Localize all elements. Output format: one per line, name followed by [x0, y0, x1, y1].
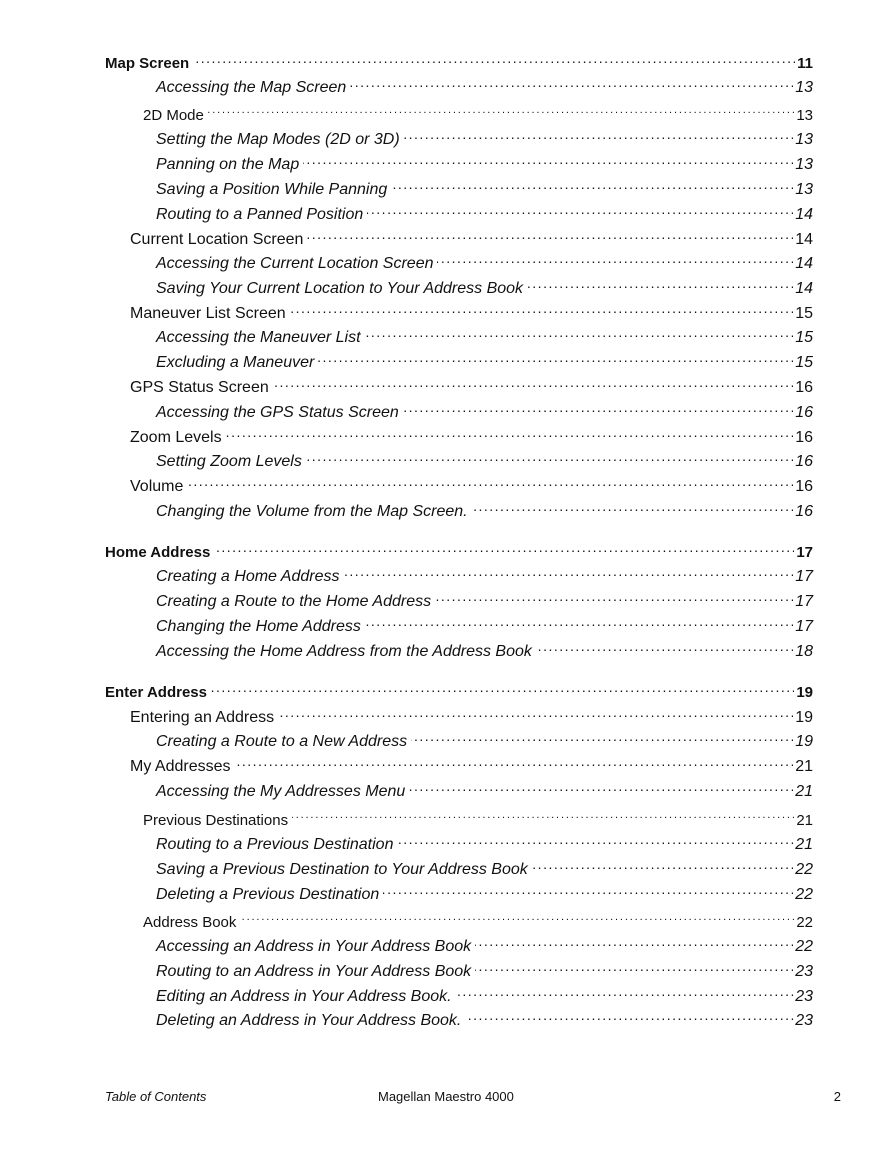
- dot-leader: [397, 829, 793, 849]
- toc-entry-title: Map Screen: [105, 55, 190, 72]
- toc-entry-title: Entering an Address: [130, 709, 275, 726]
- toc-entry-page: 23: [795, 988, 813, 1005]
- toc-entry-title: Previous Destinations: [143, 812, 289, 829]
- toc-entry-title: Deleting an Address in Your Address Book.: [156, 1012, 462, 1029]
- toc-entry[interactable]: [156, 1005, 813, 1031]
- toc-entry-page: 15: [795, 329, 813, 346]
- toc-entry-title: Creating a Home Address: [156, 568, 340, 585]
- toc-entry-title: Editing an Address in Your Address Book.: [156, 988, 452, 1005]
- toc-entry[interactable]: [156, 397, 813, 423]
- toc-entry-page: 21: [795, 758, 813, 775]
- toc-entry[interactable]: [156, 322, 813, 348]
- toc-entry-page: 21: [796, 812, 813, 829]
- toc-entry-page: 18: [795, 643, 813, 660]
- toc-entry-page: 11: [797, 55, 813, 72]
- toc-entry-title: Routing to a Previous Destination: [156, 836, 394, 853]
- toc-entry-title: Routing to an Address in Your Address Book: [156, 963, 472, 980]
- toc-entry[interactable]: [156, 636, 813, 662]
- toc-entry-title: Deleting a Previous Destination: [156, 886, 380, 903]
- toc-entry-page: 14: [795, 255, 813, 272]
- toc-entry[interactable]: [156, 981, 813, 1007]
- toc-entry-page: 22: [796, 914, 813, 931]
- toc-entry-title: Routing to a Panned Position: [156, 206, 364, 223]
- toc-entry-page: 16: [795, 478, 813, 495]
- dot-leader: [536, 636, 793, 656]
- dot-leader: [475, 956, 793, 976]
- footer-product-name: Magellan Maestro 4000: [378, 1089, 514, 1104]
- toc-entry-page: 13: [795, 131, 813, 148]
- toc-entry-page: 17: [795, 618, 813, 635]
- dot-leader: [278, 702, 793, 722]
- toc-entry-page: 16: [795, 379, 813, 396]
- toc-entry-title: Setting the Map Modes (2D or 3D): [156, 131, 400, 148]
- toc-entry-page: 22: [795, 886, 813, 903]
- dot-leader: [306, 446, 793, 466]
- toc-entry-title: Accessing the Map Screen: [156, 79, 347, 96]
- toc-entry-title: Accessing the Maneuver List: [156, 329, 361, 346]
- toc-entry[interactable]: [156, 854, 813, 880]
- toc-entry-title: Accessing an Address in Your Address Book: [156, 938, 472, 955]
- toc-entry-title: My Addresses: [130, 758, 231, 775]
- toc-entry[interactable]: [156, 611, 813, 637]
- toc-entry[interactable]: [156, 347, 813, 373]
- toc-entry[interactable]: [156, 931, 813, 957]
- toc-chapter-entry[interactable]: [105, 48, 813, 74]
- toc-entry[interactable]: [156, 149, 813, 175]
- toc-entry[interactable]: [156, 124, 813, 150]
- dot-leader: [226, 422, 794, 442]
- toc-entry-title: Zoom Levels: [130, 429, 222, 446]
- dot-leader: [411, 726, 793, 746]
- dot-leader: [187, 471, 793, 491]
- toc-entry[interactable]: [143, 907, 813, 933]
- toc-entry[interactable]: [156, 586, 813, 612]
- toc-entry-title: Excluding a Maneuver: [156, 354, 315, 371]
- dot-leader: [292, 805, 794, 825]
- toc-entry-title: Setting Zoom Levels: [156, 453, 302, 470]
- toc-entry-page: 13: [795, 181, 813, 198]
- toc-entry[interactable]: [130, 298, 813, 324]
- toc-entry-title: GPS Status Screen: [130, 379, 269, 396]
- dot-leader: [303, 149, 793, 169]
- toc-entry[interactable]: [156, 248, 813, 274]
- toc-entry-page: 19: [795, 733, 813, 750]
- dot-leader: [409, 776, 793, 796]
- dot-leader: [318, 347, 793, 367]
- toc-entry-page: 23: [795, 1012, 813, 1029]
- toc-entry-title: Accessing the GPS Status Screen: [156, 404, 399, 421]
- toc-entry-page: 14: [795, 280, 813, 297]
- dot-leader: [214, 537, 794, 557]
- toc-entry[interactable]: [156, 956, 813, 982]
- toc-entry-title: Enter Address: [105, 684, 207, 701]
- toc-entry-page: 17: [796, 544, 813, 561]
- toc-entry[interactable]: [130, 422, 813, 448]
- dot-leader: [367, 199, 793, 219]
- dot-leader: [208, 100, 794, 120]
- dot-leader: [404, 124, 794, 144]
- dot-leader: [211, 677, 794, 697]
- dot-leader: [403, 397, 793, 417]
- toc-entry-title: Panning on the Map: [156, 156, 300, 173]
- toc-entry-page: 14: [795, 206, 813, 223]
- toc-entry[interactable]: [130, 224, 813, 250]
- toc-entry-title: Current Location Screen: [130, 231, 304, 248]
- dot-leader: [527, 273, 793, 293]
- toc-entry[interactable]: [156, 776, 813, 802]
- footer-section-title: Table of Contents: [105, 1089, 207, 1104]
- toc-entry-title: Home Address: [105, 544, 211, 561]
- toc-entry[interactable]: [143, 805, 813, 831]
- dot-leader: [240, 907, 794, 927]
- toc-entry[interactable]: [130, 471, 813, 497]
- toc-entry[interactable]: [130, 751, 813, 777]
- toc-entry-page: 14: [795, 231, 813, 248]
- dot-leader: [365, 322, 794, 342]
- toc-entry[interactable]: [156, 879, 813, 905]
- toc-entry[interactable]: [156, 829, 813, 855]
- toc-entry-page: 19: [795, 709, 813, 726]
- dot-leader: [350, 72, 793, 92]
- toc-entry-title: Changing the Volume from the Map Screen.: [156, 503, 468, 520]
- dot-leader: [383, 879, 793, 899]
- toc-entry-title: Accessing the My Addresses Menu: [156, 783, 406, 800]
- toc-entry-page: 21: [795, 783, 813, 800]
- toc-entry-page: 15: [795, 354, 813, 371]
- toc-entry-title: Saving Your Current Location to Your Address Book: [156, 280, 524, 297]
- toc-entry-page: 23: [795, 963, 813, 980]
- toc-entry-page: 17: [795, 593, 813, 610]
- toc-entry-page: 13: [795, 79, 813, 96]
- dot-leader: [307, 224, 793, 244]
- toc-entry[interactable]: [156, 446, 813, 472]
- toc-entry-title: Address Book: [143, 914, 237, 931]
- toc-entry-page: 19: [796, 684, 813, 701]
- toc-entry-title: Creating a Route to a New Address: [156, 733, 408, 750]
- toc-entry[interactable]: [156, 72, 813, 98]
- footer-page-number: 2: [833, 1089, 841, 1104]
- dot-leader: [391, 174, 793, 194]
- toc-entry[interactable]: [156, 561, 813, 587]
- toc-entry-page: 21: [795, 836, 813, 853]
- dot-leader: [437, 248, 793, 268]
- toc-chapter-entry[interactable]: [105, 537, 813, 563]
- toc-entry-page: 22: [795, 938, 813, 955]
- toc-entry[interactable]: [130, 702, 813, 728]
- toc-entry-title: Changing the Home Address: [156, 618, 361, 635]
- toc-entry[interactable]: [156, 273, 813, 299]
- toc-entry-page: 16: [795, 453, 813, 470]
- toc-entry-title: Creating a Route to the Home Address: [156, 593, 432, 610]
- toc-entry[interactable]: [156, 174, 813, 200]
- toc-entry-title: 2D Mode: [143, 107, 204, 124]
- toc-entry-page: 16: [795, 404, 813, 421]
- dot-leader: [234, 751, 793, 771]
- toc-entry-title: Accessing the Home Address from the Address Book: [156, 643, 532, 660]
- dot-leader: [344, 561, 794, 581]
- toc-entry-page: 13: [795, 156, 813, 173]
- dot-leader: [532, 854, 793, 874]
- dot-leader: [472, 496, 794, 516]
- toc-entry-title: Saving a Previous Destination to Your Address Book: [156, 861, 528, 878]
- toc-chapter-entry[interactable]: [105, 677, 813, 703]
- toc-entry-page: 15: [795, 305, 813, 322]
- toc-entry-page: 16: [795, 429, 813, 446]
- dot-leader: [365, 611, 793, 631]
- dot-leader: [475, 931, 793, 951]
- toc-entry-page: 13: [796, 107, 813, 124]
- toc-entry-title: Saving a Position While Panning: [156, 181, 388, 198]
- toc-entry[interactable]: [156, 496, 813, 522]
- toc-entry[interactable]: [143, 100, 813, 126]
- toc-entry[interactable]: [156, 726, 813, 752]
- dot-leader: [456, 981, 794, 1001]
- dot-leader: [435, 586, 793, 606]
- toc-entry[interactable]: [130, 372, 813, 398]
- dot-leader: [290, 298, 794, 318]
- toc-entry-title: Accessing the Current Location Screen: [156, 255, 434, 272]
- toc-entry-page: 22: [795, 861, 813, 878]
- toc-entry-page: 16: [795, 503, 813, 520]
- dot-leader: [465, 1005, 793, 1025]
- toc-entry-page: 17: [795, 568, 813, 585]
- toc-entry[interactable]: [156, 199, 813, 225]
- toc-entry-title: Volume: [130, 478, 184, 495]
- dot-leader: [273, 372, 793, 392]
- dot-leader: [193, 48, 795, 68]
- toc-entry-title: Maneuver List Screen: [130, 305, 286, 322]
